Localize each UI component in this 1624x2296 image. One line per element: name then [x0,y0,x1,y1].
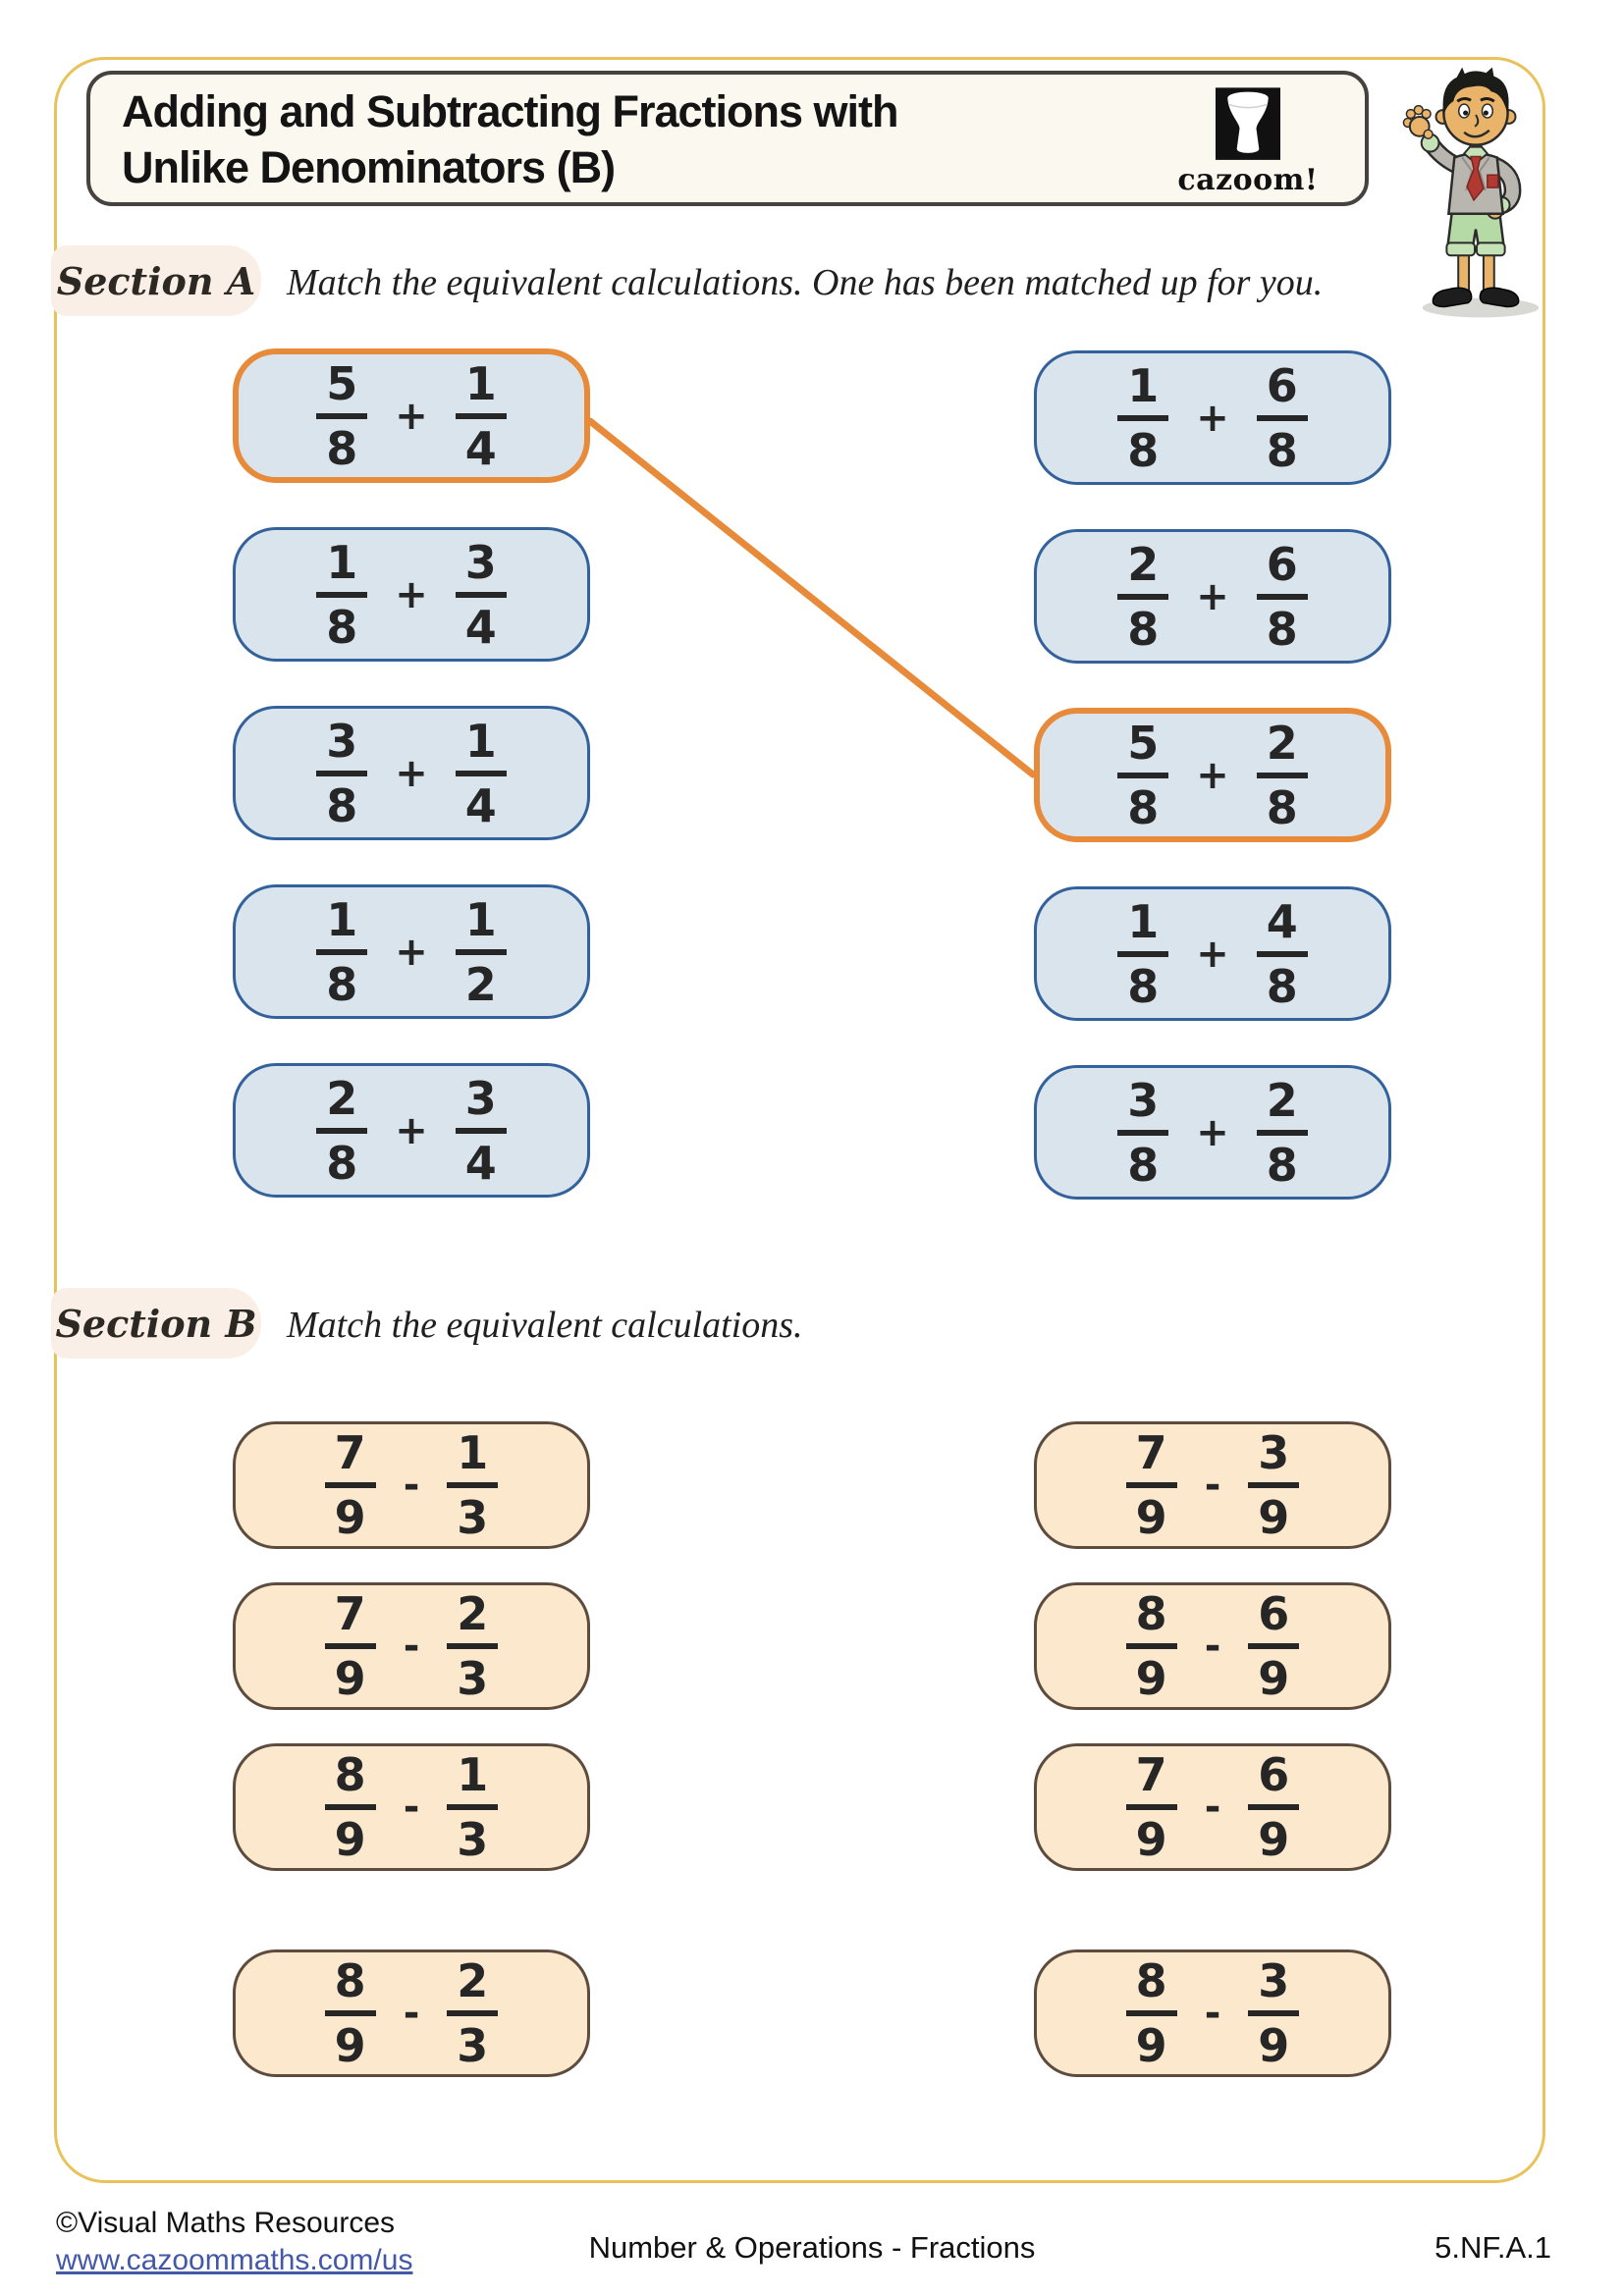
fraction-second [1257,894,1308,1013]
operator: + [395,393,428,439]
section-b-instruction: Match the equivalent calculations. [287,1305,803,1346]
denominator: 8 [1266,780,1298,834]
fraction-box[interactable] [1034,1743,1391,1871]
operator: - [1204,1991,1221,2036]
denominator: 8 [1127,423,1160,477]
denominator: 8 [326,1136,358,1190]
fraction-second [1248,1748,1299,1866]
numerator: 8 [1126,1591,1177,1649]
fraction-box[interactable] [1034,708,1391,842]
denominator: 8 [1127,959,1160,1013]
numerator: 6 [1248,1591,1299,1649]
numerator: 1 [456,719,507,776]
numerator: 8 [1126,1958,1177,2016]
denominator: 8 [326,778,358,832]
denominator: 8 [326,957,358,1011]
fraction-second [1257,358,1308,477]
denominator: 3 [457,1813,489,1866]
fraction-box[interactable] [233,1949,590,2077]
fraction-first [325,1748,376,1866]
fraction-second [456,714,507,832]
section-a-instruction: Match the equivalent calculations. One has been matched up for you. [287,262,1324,303]
numerator: 2 [316,1076,367,1134]
fraction-box[interactable] [233,706,590,840]
fraction-second [456,1071,507,1190]
operator: - [403,1991,420,2036]
operator: + [1196,1109,1229,1155]
fraction-box[interactable] [233,1743,590,1871]
fraction-first [1117,894,1168,1013]
numerator: 8 [325,1752,376,1810]
denominator: 9 [334,1813,366,1866]
fraction-second [447,1748,498,1866]
fraction-first [316,892,367,1011]
footer-topic: Number & Operations - Fractions [588,2230,1036,2265]
numerator: 2 [1257,721,1308,778]
fraction-first [316,535,367,654]
numerator: 3 [1248,1958,1299,2016]
numerator: 8 [325,1958,376,2016]
numerator: 1 [1117,899,1168,957]
denominator: 4 [464,778,497,832]
fraction-box[interactable] [233,1582,590,1710]
denominator: 9 [1135,1652,1167,1705]
fraction-second [447,1587,498,1705]
section-a-right-column [1034,350,1391,1200]
denominator: 4 [464,1136,497,1190]
fraction-first [1117,1073,1168,1192]
numerator: 4 [1257,899,1308,957]
fraction-box[interactable] [1034,1065,1391,1200]
operator: - [1204,1463,1221,1508]
numerator: 6 [1257,542,1308,600]
operator: + [1196,752,1229,798]
fraction-box[interactable] [233,348,590,483]
numerator: 1 [456,897,507,955]
denominator: 9 [334,2019,366,2072]
fraction-second [1257,537,1308,656]
fraction-box[interactable] [1034,529,1391,664]
copyright-text: ©Visual Maths Resources [56,2207,396,2239]
numerator: 1 [447,1430,498,1488]
drum-icon [1216,86,1280,165]
fraction-second [1257,716,1308,834]
fraction-first [1117,716,1168,834]
denominator: 9 [1258,1491,1290,1544]
fraction-second [456,356,507,475]
fraction-second [456,892,507,1011]
fraction-second [447,1426,498,1544]
fraction-second [456,535,507,654]
denominator: 8 [326,600,358,654]
denominator: 8 [1266,1138,1298,1192]
denominator: 3 [457,2019,489,2072]
section-b-label: Section B [51,1288,261,1359]
denominator: 9 [1258,1813,1290,1866]
section-b-left-column [233,1421,590,2077]
fraction-second [1248,1954,1299,2072]
denominator: 9 [334,1491,366,1544]
numerator: 7 [1126,1430,1177,1488]
numerator: 1 [456,361,507,419]
fraction-first [325,1426,376,1544]
denominator: 9 [1135,2019,1167,2072]
denominator: 8 [1127,780,1160,834]
section-a-left-column [233,348,590,1198]
standard-code: 5.NF.A.1 [1435,2230,1551,2265]
operator: + [395,750,428,796]
fraction-first [325,1954,376,2072]
numerator: 3 [1117,1078,1168,1136]
numerator: 1 [316,897,367,955]
denominator: 3 [457,1652,489,1705]
numerator: 2 [1257,1078,1308,1136]
denominator: 2 [464,957,497,1011]
fraction-first [1126,1954,1177,2072]
operator: - [403,1785,420,1830]
page-title [122,84,898,195]
fraction-box[interactable] [233,884,590,1019]
title-line-2: Unlike Denominators (B) [122,141,616,192]
denominator: 9 [334,1652,366,1705]
title-box [86,71,1369,206]
fraction-second [1248,1587,1299,1705]
section-b-right-column [1034,1421,1391,2077]
operator: - [1204,1785,1221,1830]
fraction-box[interactable] [1034,1582,1391,1710]
fraction-box[interactable] [233,527,590,662]
denominator: 9 [1258,2019,1290,2072]
fraction-box[interactable] [1034,1421,1391,1549]
operator: - [1204,1624,1221,1669]
section-a-label: Section A [51,245,261,316]
operator: - [403,1463,420,1508]
numerator: 2 [1117,542,1168,600]
numerator: 2 [447,1958,498,2016]
title-line-1: Adding and Subtracting Fractions with [122,86,898,136]
numerator: 6 [1257,363,1308,421]
numerator: 5 [1117,721,1168,778]
numerator: 6 [1248,1752,1299,1810]
fraction-first [316,714,367,832]
fraction-first [316,356,367,475]
denominator: 8 [1266,602,1298,656]
denominator: 9 [1258,1652,1290,1705]
denominator: 9 [1135,1491,1167,1544]
operator: + [1196,573,1229,619]
operator: + [395,1107,428,1153]
numerator: 1 [316,540,367,598]
cazoom-logo [1174,86,1322,197]
denominator: 8 [1266,423,1298,477]
operator: + [1196,395,1229,441]
fraction-first [1117,358,1168,477]
fraction-second [1248,1426,1299,1544]
numerator: 3 [456,1076,507,1134]
fraction-second [447,1954,498,2072]
denominator: 3 [457,1491,489,1544]
numerator: 2 [447,1591,498,1649]
denominator: 8 [1266,959,1298,1013]
denominator: 8 [1127,1138,1160,1192]
student-character-illustration [1398,61,1553,326]
numerator: 7 [325,1591,376,1649]
fraction-first [316,1071,367,1190]
logo-text: cazoom! [1177,163,1319,197]
numerator: 7 [325,1430,376,1488]
numerator: 3 [316,719,367,776]
fraction-box[interactable] [1034,1949,1391,2077]
denominator: 9 [1135,1813,1167,1866]
numerator: 1 [1117,363,1168,421]
denominator: 8 [326,421,358,475]
fraction-first [1126,1426,1177,1544]
denominator: 8 [1127,602,1160,656]
fraction-first [1117,537,1168,656]
operator: + [395,571,428,617]
numerator: 5 [316,361,367,419]
website-link[interactable]: www.cazoommaths.com/us [56,2244,413,2277]
numerator: 3 [456,540,507,598]
denominator: 4 [464,421,497,475]
fraction-second [1257,1073,1308,1192]
numerator: 3 [1248,1430,1299,1488]
fraction-box[interactable] [1034,886,1391,1021]
fraction-box[interactable] [233,1063,590,1198]
numerator: 1 [447,1752,498,1810]
fraction-first [1126,1748,1177,1866]
denominator: 4 [464,600,497,654]
fraction-first [1126,1587,1177,1705]
operator: + [1196,931,1229,977]
numerator: 7 [1126,1752,1177,1810]
fraction-first [325,1587,376,1705]
fraction-box[interactable] [1034,350,1391,485]
operator: + [395,929,428,975]
fraction-box[interactable] [233,1421,590,1549]
operator: - [403,1624,420,1669]
